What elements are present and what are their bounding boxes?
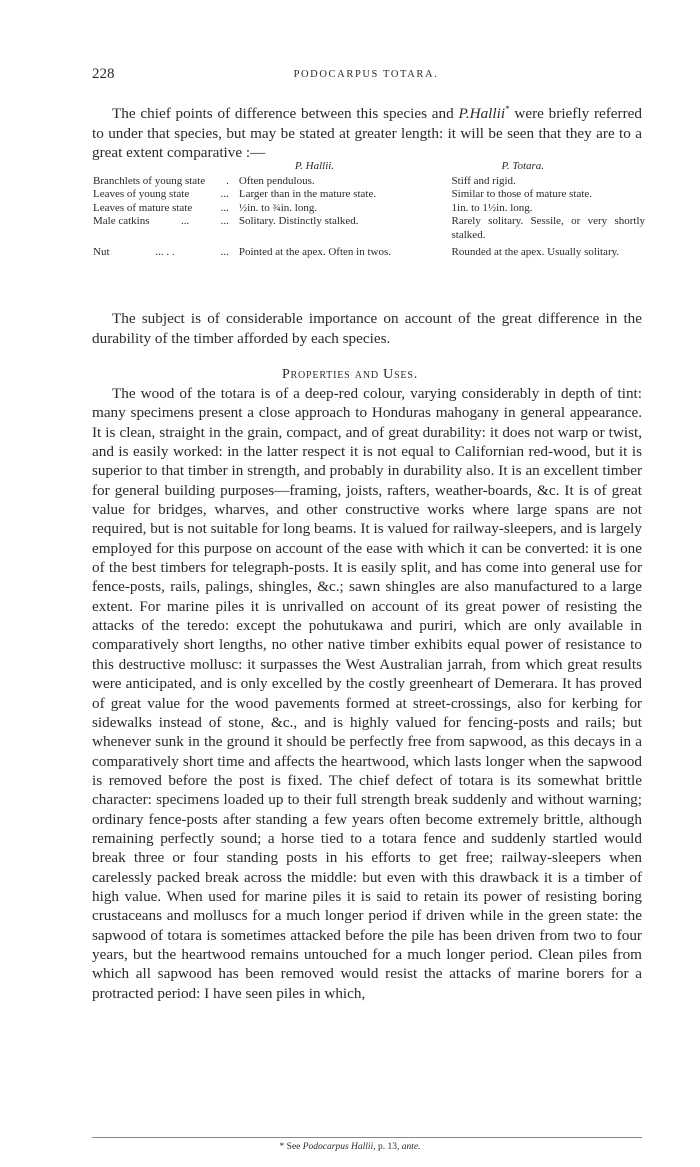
species-epithet: Hallii xyxy=(469,105,506,123)
hallii-value: ½in. to ¾in. long. xyxy=(238,201,318,214)
row-dots: . xyxy=(226,174,229,187)
table-row xyxy=(93,188,645,202)
footnote-ref[interactable]: Podocarpus Hallii, xyxy=(302,1142,376,1152)
row-label: Nut xyxy=(93,246,110,258)
properties-paragraph: The wood of the totara is of a deep-red colour, varying considerably in depth of tint: many specimens present a close approach to Honduras mahogany in general appearance. It is clean, straight in the grain, compact, and of great durability: it does not warp or twist, and is easily worked: in the latter respect it is not equal to Californian red-wood, but it is superior to that timber in strength, and probably in durability also. It is an excellent timber for general building purposes—framing, joists, rafters, weather-boards, &c. It is of great value for bridges, wharves, and other constructive works where large spans are not required, but is not suitable for long beams. It is valued for railway-sleepers, and is largely employed for this purpose on account of the ease with which it can be converted: it is one of the best timbers for telegraph-posts. It is easily split, and has come into general use for fence-posts, rails, palings, shingles, &c.; sawn shingles are also manufactured to a large extent. For marine piles it is unrivalled on account of its great power of resisting the attacks of the teredo: except the pohutukawa and puriri, which are only available in comparatively short lengths, no other native timber exhibits equal power of resistance to this destructive mollusc: it surpasses the West Australian jarrah, from which great results were anticipated, and is only excelled by the costly greenheart of Demerara. It has proved of great value for the wood pavements formed at street-crossings, also for kerbing for sidewalks instead of stone, &c., and is highly valued for fencing-posts and rails; but whenever sunk in the ground it should be perfectly free from sapwood, as this decays in a comparatively short time and affects the heartwood, which lasts longer when the sapwood is removed before the post is fixed. The chief defect of totara is its somewhat brittle character: specimens loaded up to their full strength break suddenly and without warning; ordinary fence-posts after standing a few years often become extremely brittle, although remaining perfectly sound; a horse tied to a totara fence and suddenly startled would break three or four standing posts in his efforts to get free; railway-sleepers when carelessly packed break across the middle: but even with this drawback it is a timber of high value. When used for marine piles it is said to retain its power of resisting boring crustaceans and molluscs for a much longer period if driven while in the green state: the sapwood of totara is sometimes attacked before the pile has been driven from two to four years, but the heartwood remains untouched for a much longer period. Clean piles from which all sapwood has been removed would resist the attacks of marine borers for a protracted period: I have seen piles in which, xyxy=(92,385,642,1002)
hallii-value: Solitary. Distinctly stalked. xyxy=(238,215,359,227)
section-heading-text: Properties and Uses. xyxy=(281,367,419,382)
comparison-header-row xyxy=(93,160,645,175)
hallii-text: Larger than in the mature state. xyxy=(238,188,377,200)
row-label-cell xyxy=(93,202,239,216)
footnote-ante: ante. xyxy=(401,1142,421,1152)
row-label-cell xyxy=(93,215,239,242)
totara-value: Rarely solitary. Sessile, or very shortly stalked. xyxy=(451,215,645,241)
hallii-value: Pointed at the apex. Often in twos. xyxy=(238,246,391,258)
footnote xyxy=(0,1142,700,1152)
header-blank xyxy=(93,160,239,175)
row-mid-dots: ... . . xyxy=(155,246,175,258)
section-heading xyxy=(0,367,700,383)
table-row xyxy=(93,242,645,260)
species-genus-abbrev: P. xyxy=(458,105,470,123)
totara-value xyxy=(452,188,645,202)
running-title: PODOCARPUS TOTARA. xyxy=(293,69,439,80)
row-label: Branchlets of young state xyxy=(93,174,206,187)
totara-value: 1in. to 1½in. long. xyxy=(451,201,533,214)
intro-text-after: were briefly referred to under that species, but may be stated at greater length: it will be seen that they are to a great extent comparative :— xyxy=(92,105,642,162)
col-header-hallii: P. Hallii. xyxy=(294,160,335,172)
row-label-cell xyxy=(93,242,239,260)
durability-paragraph: The subject is of considerable importance on account of the great difference in the durability of the timber afforded by each species. xyxy=(92,310,642,347)
row-dots: ... xyxy=(220,246,229,258)
row-dots: ... xyxy=(220,201,229,214)
footnote-marker[interactable]: * xyxy=(505,104,510,114)
totara-text: Similar to those of mature state. xyxy=(451,188,593,200)
row-label: Male catkins xyxy=(93,215,150,227)
row-label-cell xyxy=(93,175,239,189)
comparison-table xyxy=(93,160,645,260)
totara-value: Rounded at the apex. Usually solitary. xyxy=(451,246,620,258)
footnote-prefix: * See xyxy=(279,1142,303,1152)
row-label-cell xyxy=(93,188,239,202)
col-header-totara: P. Totara. xyxy=(501,160,545,172)
intro-text-before: The chief points of difference between this species and xyxy=(112,105,459,123)
page-header xyxy=(92,66,640,86)
row-mid-dots: ... xyxy=(180,215,190,227)
totara-value: Stiff and rigid. xyxy=(451,174,516,187)
footnote-page: p. 13, xyxy=(375,1142,402,1152)
intro-paragraph xyxy=(92,100,642,163)
row-dots: ... xyxy=(220,188,229,200)
hallii-value: Often pendulous. xyxy=(238,174,315,187)
species-name xyxy=(459,105,506,122)
row-label: Leaves of young state xyxy=(93,188,190,200)
table-row xyxy=(93,175,645,189)
hallii-value xyxy=(239,188,452,202)
row-label: Leaves of mature state xyxy=(93,201,193,214)
table-row xyxy=(93,202,645,216)
row-dots: ... xyxy=(220,215,229,227)
footnote-rule xyxy=(92,1137,642,1138)
page-number: 228 xyxy=(92,66,115,82)
table-row xyxy=(93,215,645,242)
